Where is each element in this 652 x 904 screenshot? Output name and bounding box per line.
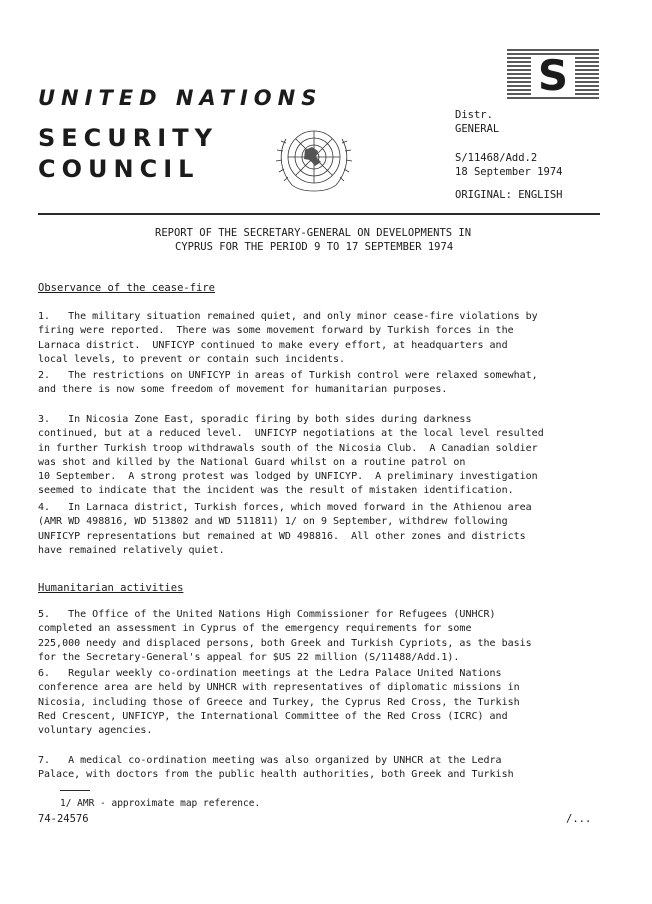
org-name-united-nations: UNITED NATIONS xyxy=(38,86,323,110)
paragraph-6: 6. Regular weekly co-ordination meetings at the Ledra Palace United Nations conference area are held by UNHCR with representatives of diplomatic missions in Nicosia, including those of Greece and Turkey, the Cyprus Red Cross, the Turkish Red Crescent, UNFICYP, the International Committee of the Red Cross (ICRC) and voluntary agencies. xyxy=(38,668,520,737)
paragraph-2: 2. The restrictions on UNFICYP in areas of Turkish control were relaxed somewhat, and there is now some freedom of movement for humanitarian purposes. xyxy=(38,370,538,396)
distribution-value: GENERAL xyxy=(455,123,500,135)
document-symbol: S/11468/Add.2 xyxy=(455,152,538,164)
header-divider xyxy=(38,213,600,215)
report-title-line-1: REPORT OF THE SECRETARY-GENERAL ON DEVELOPMENTS IN xyxy=(155,227,472,239)
footnote: 1/ AMR - approximate map reference. xyxy=(60,798,261,809)
paragraph-1: 1. The military situation remained quiet, and only minor cease-fire violations by firing were reported. There was some movement forward by Turkish forces in the Larnaca district. UNFICYP continued to make every effort, at headquarters and local levels, to prevent or contain such incidents. xyxy=(38,311,538,365)
section-heading-cease-fire: Observance of the cease-fire xyxy=(38,282,216,294)
logo-letter: S xyxy=(537,51,569,100)
org-name-council: COUNCIL xyxy=(38,155,200,183)
security-council-logo-icon xyxy=(507,46,599,102)
paragraph-4: 4. In Larnaca district, Turkish forces, which moved forward in the Athienou area (AMR WD 498816, WD 513802 and WD 511811) 1/ on 9 September, withdrew following UNFICYP representations but remained at WD 498816. All other zones and districts have remained relatively quiet. xyxy=(38,502,532,556)
paragraph-5: 5. The Office of the United Nations High Commissioner for Refugees (UNHCR) completed an assessment in Cyprus of the emergency requirements for some 225,000 needy and displaced persons, both Greek and Turkish Cypriots, as the basis for the Secretary-General's appeal for $US 22 million (S/11488/Add.1). xyxy=(38,609,532,663)
paragraph-7: 7. A medical co-ordination meeting was also organized by UNHCR at the Ledra Palace, with doctors from the public health authorities, both Greek and Turkish xyxy=(38,755,514,781)
org-name-security: SECURITY xyxy=(38,124,218,152)
un-emblem-icon xyxy=(272,119,356,197)
continued-marker: /... xyxy=(566,813,592,825)
report-title-line-2: CYPRUS FOR THE PERIOD 9 TO 17 SEPTEMBER 1974 xyxy=(175,241,454,253)
original-language: ORIGINAL: ENGLISH xyxy=(455,189,563,201)
section-heading-humanitarian: Humanitarian activities xyxy=(38,582,184,594)
distribution-label: Distr. xyxy=(455,109,493,121)
document-job-number: 74-24576 xyxy=(38,813,89,825)
footnote-divider xyxy=(60,790,90,791)
paragraph-3: 3. In Nicosia Zone East, sporadic firing by both sides during darkness continued, but at a reduced level. UNFICYP negotiations at the local level resulted in further Turkish troop withdrawals south of the Nicosia Club. A Canadian soldier was shot and killed by the National Guard whilst on a routine patrol on 10 September. A strong protest was lodged by UNFICYP. A preliminary investigation seemed to indicate that the incident was the result of mistaken identification. xyxy=(38,414,544,497)
document-date: 18 September 1974 xyxy=(455,166,563,178)
